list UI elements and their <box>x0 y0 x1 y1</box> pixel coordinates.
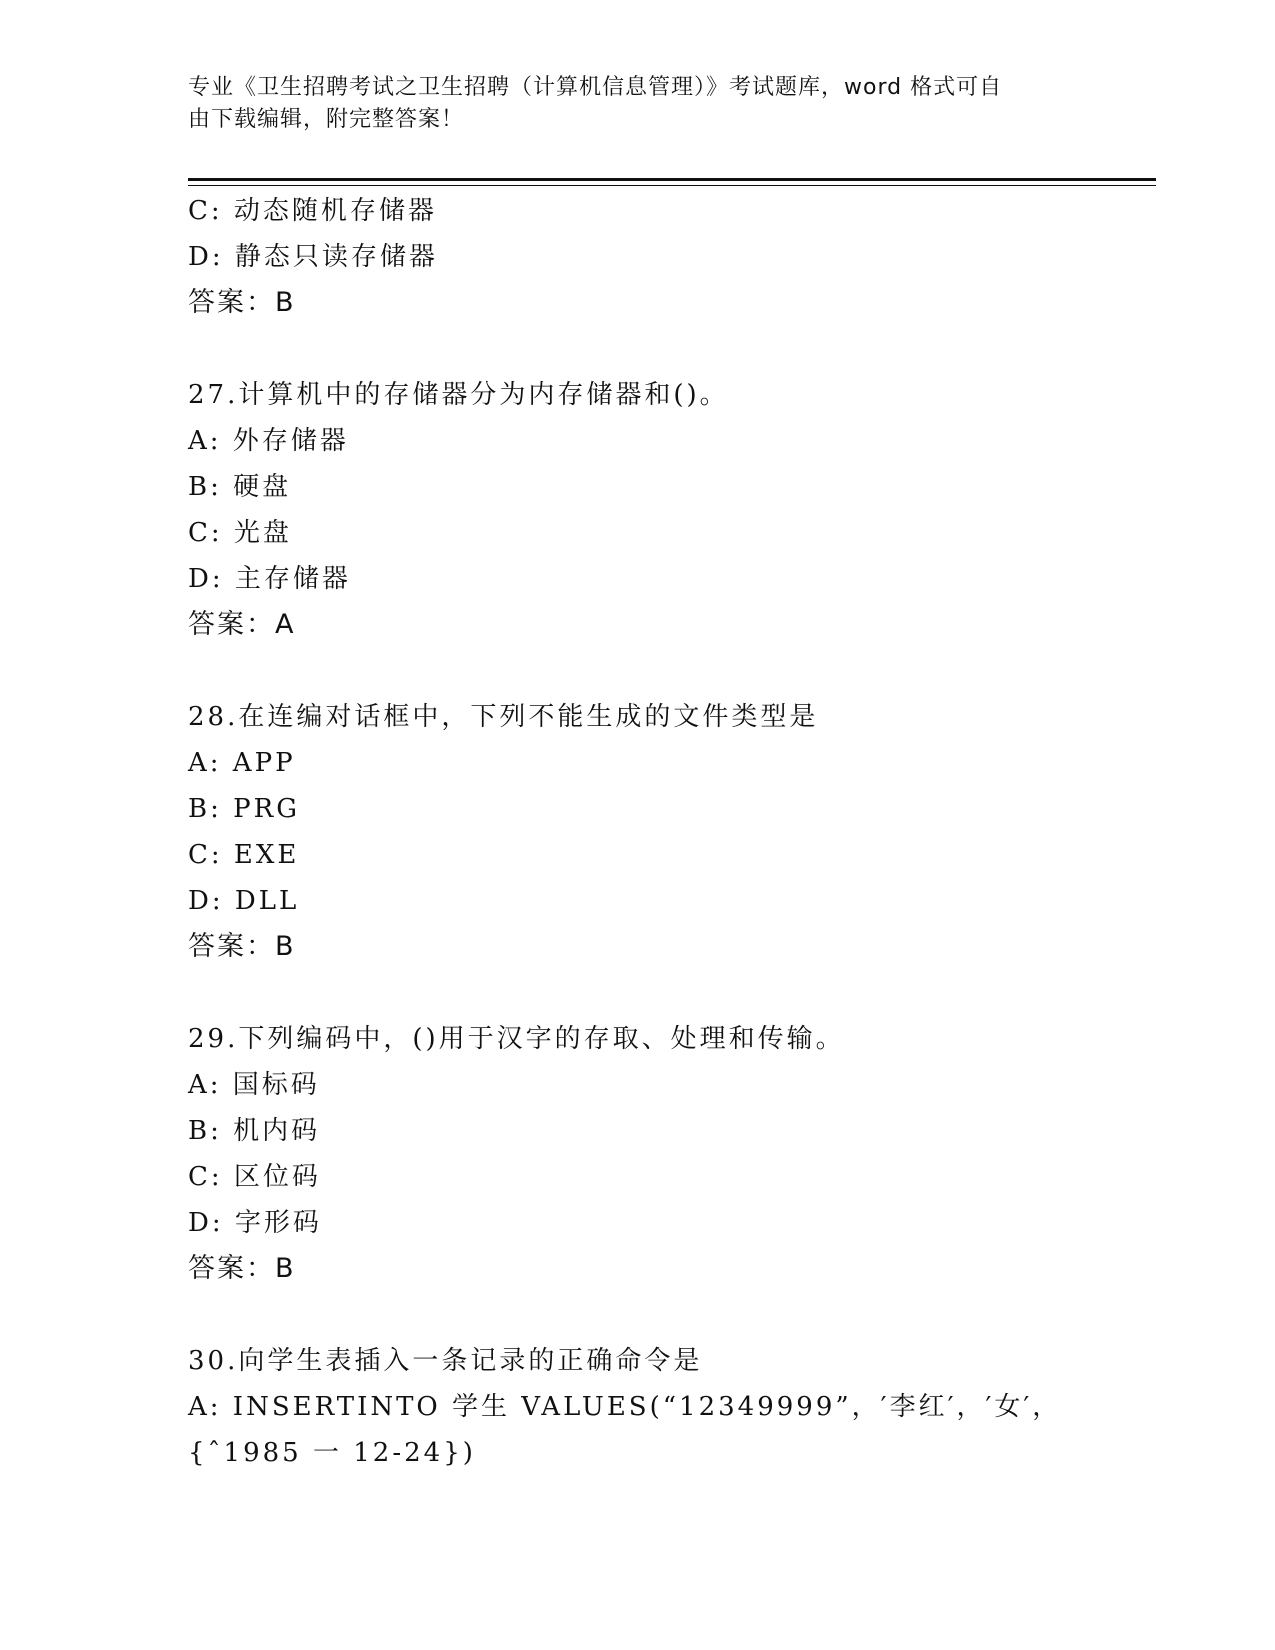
answer-line: 答案：B <box>188 931 296 962</box>
option-b: B: 硬盘 <box>188 472 292 502</box>
option-b: B: PRG <box>188 794 300 824</box>
option-d: D: 主存储器 <box>188 564 351 594</box>
option-a: A: APP <box>188 748 296 778</box>
question-stem: 30.向学生表插入一条记录的正确命令是 <box>188 1346 703 1376</box>
option-c: C: EXE <box>188 840 300 870</box>
option-d: D: 静态只读存储器 <box>188 242 438 272</box>
answer-line: 答案：B <box>188 1253 296 1284</box>
question-continued <box>188 188 1148 326</box>
question-30 <box>188 1338 1148 1476</box>
spacer <box>188 970 1148 1016</box>
option-c: C: 动态随机存储器 <box>188 196 437 226</box>
option-c: C: 区位码 <box>188 1162 321 1192</box>
option-c: C: 光盘 <box>188 518 292 548</box>
option-b: B: 机内码 <box>188 1116 321 1146</box>
spacer <box>188 648 1148 694</box>
question-stem: 28.在连编对话框中，下列不能生成的文件类型是 <box>188 702 819 732</box>
question-stem: 29.下列编码中，()用于汉字的存取、处理和传输。 <box>188 1024 845 1054</box>
answer-line: 答案：B <box>188 287 296 318</box>
option-d: D: 字形码 <box>188 1208 322 1238</box>
header-line-1: 专业《卫生招聘考试之卫生招聘（计算机信息管理）》考试题库，word 格式可自 <box>188 75 1003 100</box>
question-list <box>188 188 1148 1476</box>
answer-line: 答案：A <box>188 609 296 640</box>
header-rule-thin <box>188 185 1156 186</box>
header-rule-thick <box>188 178 1156 181</box>
header-line-2: 由下载编辑，附完整答案！ <box>188 107 465 132</box>
option-a: A: 国标码 <box>188 1070 320 1100</box>
option-a: A: INSERTINTO 学生 VALUES(“12349999”，′李红′，′女′， <box>188 1392 1062 1422</box>
question-27 <box>188 372 1148 648</box>
option-a-continued: {ˆ1985 一 12-24}) <box>188 1438 476 1468</box>
document-header <box>188 72 1068 136</box>
spacer <box>188 1292 1148 1338</box>
question-stem: 27.计算机中的存储器分为内存储器和()。 <box>188 380 729 410</box>
spacer <box>188 326 1148 372</box>
option-a: A: 外存储器 <box>188 426 349 456</box>
question-29 <box>188 1016 1148 1292</box>
question-28 <box>188 694 1148 970</box>
option-d: D: DLL <box>188 886 300 916</box>
